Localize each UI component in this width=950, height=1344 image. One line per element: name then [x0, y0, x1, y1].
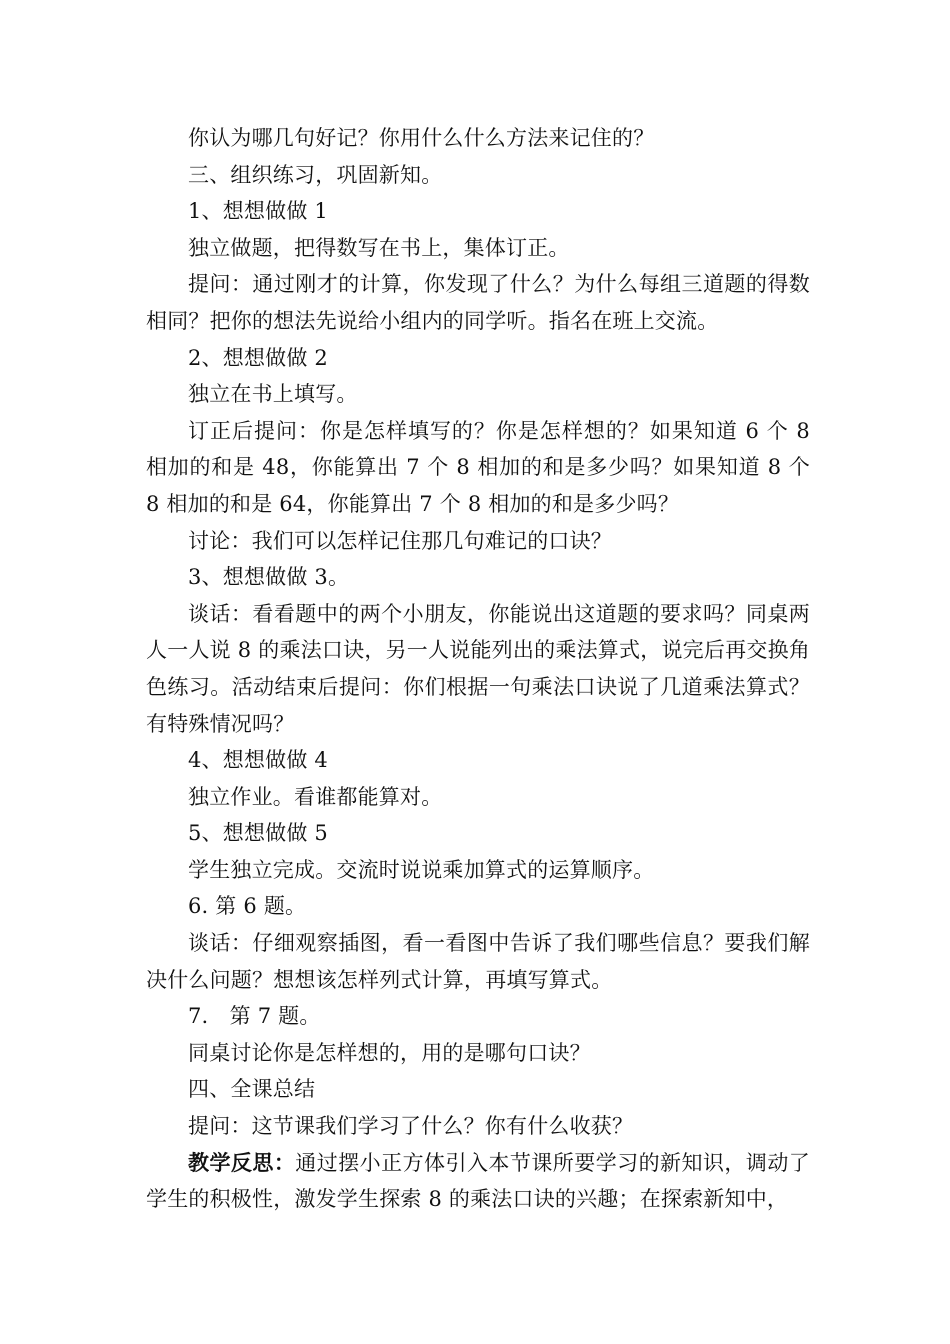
teaching-reflection [146, 1145, 810, 1218]
paragraph-1: 你认为哪几句好记？你用什么什么方法来记住的？ [188, 126, 655, 150]
paragraph-19: 同桌讨论你是怎样想的，用的是哪句口诀？ [188, 1040, 591, 1065]
reflection-text: 通过摆小正方体引入本节课所要学习的新知识，调动了学生的积极性，激发学生探索 8 的乘法口诀的兴趣；在探索新知中， [146, 1150, 810, 1212]
paragraph-4: 独立做题，把得数写在书上，集体订正。 [188, 235, 570, 260]
paragraph-7: 独立在书上填写。 [188, 382, 358, 407]
paragraph-8: 订正后提问：你是怎样填写的？你是怎样想的？如果知道 6 个 8 相加的和是 48，你能算出 7 个 8 相加的和是多少吗？如果知道 8 个 8 相加的和是 64，你能算出 7 个 8 相加的和是多少吗？ [146, 418, 810, 516]
exercise-heading-4: 4、想想做做 4 [188, 748, 328, 773]
exercise-heading-2: 2、想想做做 2 [188, 345, 328, 370]
reflection-label: 教学反思： [188, 1149, 296, 1175]
exercise-heading-3: 3、想想做做 3。 [188, 565, 350, 590]
exercise-heading-6: 6. 第 6 题。 [188, 894, 307, 919]
section-heading-practice: 三、组织练习，巩固新知。 [188, 162, 443, 187]
paragraph-11: 谈话：看看题中的两个小朋友，你能说出这道题的要求吗？同桌两人一人说 8 的乘法口诀，另一人说能列出的乘法算式，说完后再交换角色练习。活动结束后提问：你们根据一句乘法口诀说了几道乘法算式？有特殊情况吗？ [146, 601, 810, 736]
exercise-heading-7: 7. 第 7 题。 [188, 1004, 321, 1029]
paragraph-13: 独立作业。看谁都能算对。 [188, 784, 443, 809]
paragraph-9: 讨论：我们可以怎样记住那几句难记的口诀？ [188, 528, 612, 553]
paragraph-21: 提问：这节课我们学习了什么？你有什么收获？ [188, 1114, 634, 1139]
exercise-heading-1: 1、想想做做 1 [188, 199, 328, 224]
section-heading-summary: 四、全课总结 [188, 1077, 316, 1102]
paragraph-17: 谈话：仔细观察插图，看一看图中告诉了我们哪些信息？要我们解决什么问题？想想该怎样列式计算，再填写算式。 [146, 931, 810, 992]
exercise-heading-5: 5、想想做做 5 [188, 821, 328, 846]
paragraph-15: 学生独立完成。交流时说说乘加算式的运算顺序。 [188, 857, 655, 882]
document-page [146, 120, 810, 1218]
paragraph-5: 提问：通过刚才的计算，你发现了什么？为什么每组三道题的得数相同？把你的想法先说给小组内的同学听。指名在班上交流。 [146, 272, 810, 333]
